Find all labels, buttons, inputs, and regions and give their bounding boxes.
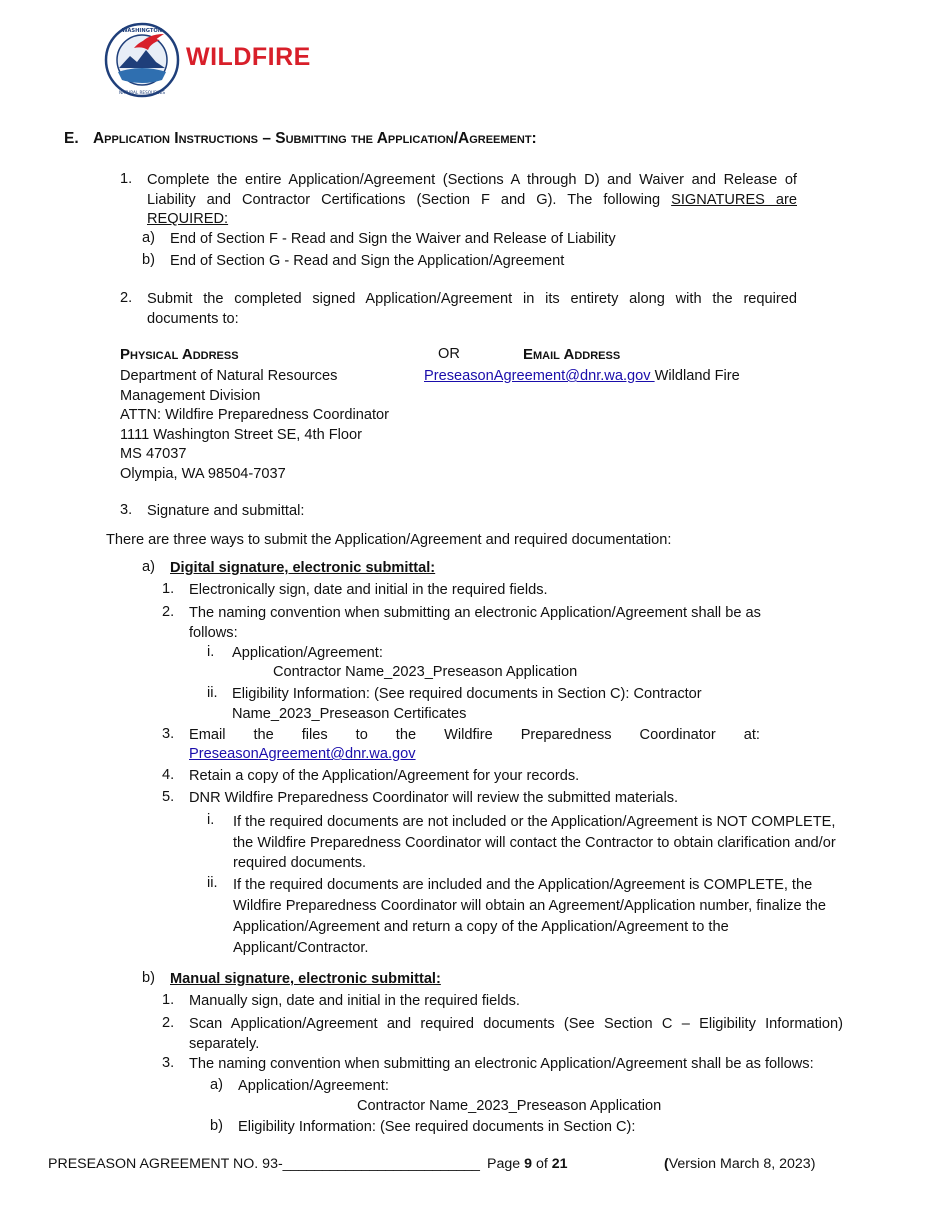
option-b-item-3-a: Application/Agreement:: [238, 1078, 389, 1094]
page-current: 9: [524, 1156, 532, 1172]
email-link[interactable]: PreseasonAgreement@dnr.wa.gov: [189, 746, 416, 762]
physical-address-heading: Physical Address: [120, 346, 239, 363]
option-a-item-1: Electronically sign, date and initial in the required fields.: [189, 582, 548, 598]
list-number: 2.: [162, 604, 175, 620]
page-total: 21: [551, 1156, 568, 1172]
email-trailing-text: Wildland Fire: [654, 368, 740, 384]
option-a-item-2-i: Application/Agreement:: [232, 645, 383, 661]
svg-text:NATURAL RESOURCES: NATURAL RESOURCES: [118, 90, 166, 95]
list-number: 5.: [162, 789, 175, 805]
option-a-filename: Contractor Name_2023_Preseason Application: [273, 664, 578, 680]
sub-label: b): [210, 1118, 223, 1134]
step-number: 2.: [120, 290, 133, 306]
physical-address-block: [120, 367, 389, 484]
page-of: of: [535, 1156, 548, 1172]
dnr-seal-icon: [104, 22, 180, 98]
option-a-item-2: The naming convention when submitting an electronic Application/Agreement shall be as follows:: [189, 605, 761, 641]
option-b-item-2: Scan Application/Agreement and required documents (See Section C – Eligibility Information) separately.: [189, 1016, 843, 1052]
svg-text:WASHINGTON: WASHINGTON: [121, 28, 163, 34]
option-b-item-3-b: Eligibility Information: (See required documents in Section C):: [238, 1119, 636, 1135]
option-a-item-3: Email the files to the Wildfire Preparedness Coordinator at:: [189, 727, 760, 743]
option-b-title: Manual signature, electronic submittal:: [170, 971, 441, 987]
sub-item-g: End of Section G - Read and Sign the Application/Agreement: [170, 253, 565, 269]
option-a-item-5-ii: If the required documents are included and the Application/Agreement is COMPLETE, the Wildfire Preparedness Coordinator will obtain an Agreement/Application number, finalize the Application/Agreement and return a copy of the Application/Agreement to the Applicant/Contractor.: [233, 877, 826, 956]
sub-item-f: End of Section F - Read and Sign the Waiver and Release of Liability: [170, 231, 616, 247]
step-1-text: Complete the entire Application/Agreement (Sections A through D) and Waiver and Release of Liability and Contractor Certifications (Section F and G). The following SIGNATURES are REQUIRED:: [147, 172, 797, 227]
address-line: Department of Natural Resources: [120, 368, 338, 384]
roman-label: ii.: [207, 875, 218, 891]
list-number: 1.: [162, 581, 175, 597]
step-number: 3.: [120, 502, 133, 518]
footer-page-number: [487, 1156, 568, 1172]
page-label: Page: [487, 1156, 521, 1172]
address-line: 1111 Washington Street SE, 4th Floor: [120, 426, 363, 443]
list-number: 2.: [162, 1015, 175, 1031]
option-b-item-1: Manually sign, date and initial in the required fields.: [189, 993, 520, 1009]
email-link[interactable]: PreseasonAgreement@dnr.wa.gov: [424, 368, 655, 384]
wildfire-logo: [104, 22, 316, 98]
address-line: MS 47037: [120, 446, 187, 462]
step-3-intro: There are three ways to submit the Application/Agreement and required documentation:: [106, 532, 672, 548]
address-line: Management Division: [120, 387, 261, 404]
option-a-item-3-email: [189, 745, 416, 765]
address-line: Olympia, WA 98504-7037: [120, 465, 286, 482]
signatures-required: SIGNATURES are REQUIRED:: [147, 191, 797, 227]
address-line: ATTN: Wildfire Preparedness Coordinator: [120, 407, 390, 423]
step-2-text: Submit the completed signed Application/Agreement in its entirety along with the required documents to:: [147, 291, 797, 327]
option-a-title: Digital signature, electronic submittal:: [170, 560, 436, 576]
list-number: 4.: [162, 767, 175, 783]
sub-label: b): [142, 252, 155, 268]
list-number: 3.: [162, 1055, 175, 1071]
sub-label: a): [142, 230, 155, 246]
roman-label: i.: [207, 644, 215, 660]
roman-label: ii.: [207, 685, 218, 701]
section-letter: E.: [64, 130, 79, 147]
footer-version: [664, 1156, 815, 1172]
email-address-heading: Email Address: [523, 346, 621, 363]
option-a-item-4: Retain a copy of the Application/Agreement for your records.: [189, 768, 580, 784]
option-label: a): [142, 559, 155, 575]
or-text: OR: [438, 346, 460, 362]
sub-label: a): [210, 1077, 223, 1093]
footer-agreement-number: PRESEASON AGREEMENT NO. 93-_________________________: [48, 1156, 480, 1172]
option-b-item-3: The naming convention when submitting an electronic Application/Agreement shall be as follows:: [189, 1056, 814, 1072]
section-heading: [64, 130, 537, 148]
option-a-item-2-ii: Eligibility Information: (See required documents in Section C): Contractor Name_2023_Preseason Certificates: [232, 686, 702, 722]
brand-wordmark: WILDFIRE: [186, 43, 311, 71]
option-label: b): [142, 970, 155, 986]
version-text: Version March 8, 2023): [668, 1156, 816, 1172]
option-a-item-5: DNR Wildfire Preparedness Coordinator will review the submitted materials.: [189, 790, 679, 806]
roman-label: i.: [207, 812, 215, 828]
option-a-item-5-i: If the required documents are not included or the Application/Agreement is NOT COMPLETE, the Wildfire Preparedness Coordinator will contact the Contractor to obtain clarification and/or required documents.: [233, 814, 836, 872]
step-3-text: Signature and submittal:: [147, 503, 305, 519]
section-title: Application Instructions – Submitting the Application/Agreement:: [92, 130, 537, 147]
list-number: 1.: [162, 992, 175, 1008]
email-address-block: [424, 367, 740, 387]
step-number: 1.: [120, 171, 133, 187]
list-number: 3.: [162, 726, 175, 742]
option-b-filename: Contractor Name_2023_Preseason Application: [357, 1098, 662, 1114]
version-paren: (: [664, 1156, 669, 1172]
